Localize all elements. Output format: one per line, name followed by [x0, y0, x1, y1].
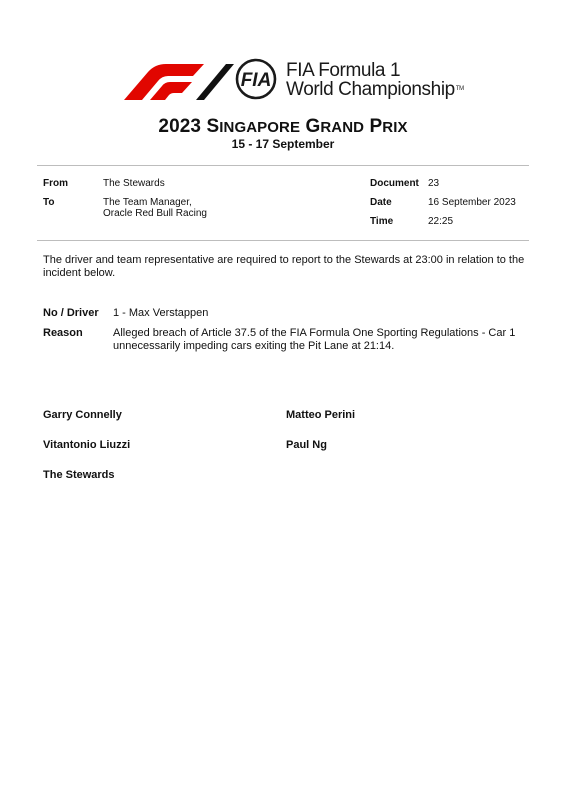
driver-label: No / Driver [43, 307, 99, 319]
event-word3-rest: RIX [382, 119, 408, 136]
championship-name-line2 [286, 80, 464, 99]
event-title [0, 116, 566, 139]
trademark-mark: TM [455, 86, 464, 92]
date-value: 16 September 2023 [428, 197, 516, 208]
event-word2-initial: G [305, 116, 321, 137]
event-year: 2023 [158, 116, 202, 137]
summons-text: The driver and team representative are required to report to the Stewards at 23:00 in relation to the incident below. [43, 254, 525, 279]
steward-name: Paul Ng [286, 439, 327, 451]
event-word2-rest: RAND [320, 119, 365, 136]
driver-value: 1 - Max Verstappen [113, 307, 209, 319]
date-label: Date [370, 197, 392, 208]
document-value: 23 [428, 178, 440, 189]
event-word1-rest: INGAPORE [219, 119, 301, 136]
to-label: To [43, 197, 55, 208]
to-value-line2: Oracle Red Bull Racing [103, 208, 207, 219]
f1-logo-icon [118, 60, 234, 100]
steward-name: Matteo Perini [286, 409, 356, 421]
championship-logo [118, 56, 464, 102]
from-value: The Stewards [103, 178, 165, 189]
championship-name-line1 [286, 61, 400, 80]
svg-text:FIA: FIA [240, 70, 272, 91]
championship-name-text-2: World Championship [286, 79, 455, 100]
event-dates: 15 - 17 September [231, 137, 335, 151]
steward-name: Vitantonio Liuzzi [43, 439, 131, 451]
header-divider [37, 165, 529, 166]
steward-name: Garry Connelly [43, 409, 122, 421]
time-label: Time [370, 216, 394, 227]
from-label: From [43, 178, 68, 189]
document-label: Document [370, 178, 419, 189]
to-value-line1: The Team Manager, [103, 197, 192, 208]
reason-value: Alleged breach of Article 37.5 of the FIA Formula One Sporting Regulations - Car 1 unnecessarily impeding cars exiting the Pit Lane at 21:14. [113, 327, 516, 352]
stewards-signature-footer: The Stewards [43, 469, 115, 481]
fia-logo-icon [234, 58, 280, 100]
reason-label: Reason [43, 327, 83, 339]
meta-divider [37, 240, 529, 241]
event-word3-initial: P [369, 116, 383, 137]
event-word1-initial: S [206, 116, 220, 137]
time-value: 22:25 [428, 216, 454, 227]
championship-name-text: FIA Formula 1 [286, 60, 401, 81]
